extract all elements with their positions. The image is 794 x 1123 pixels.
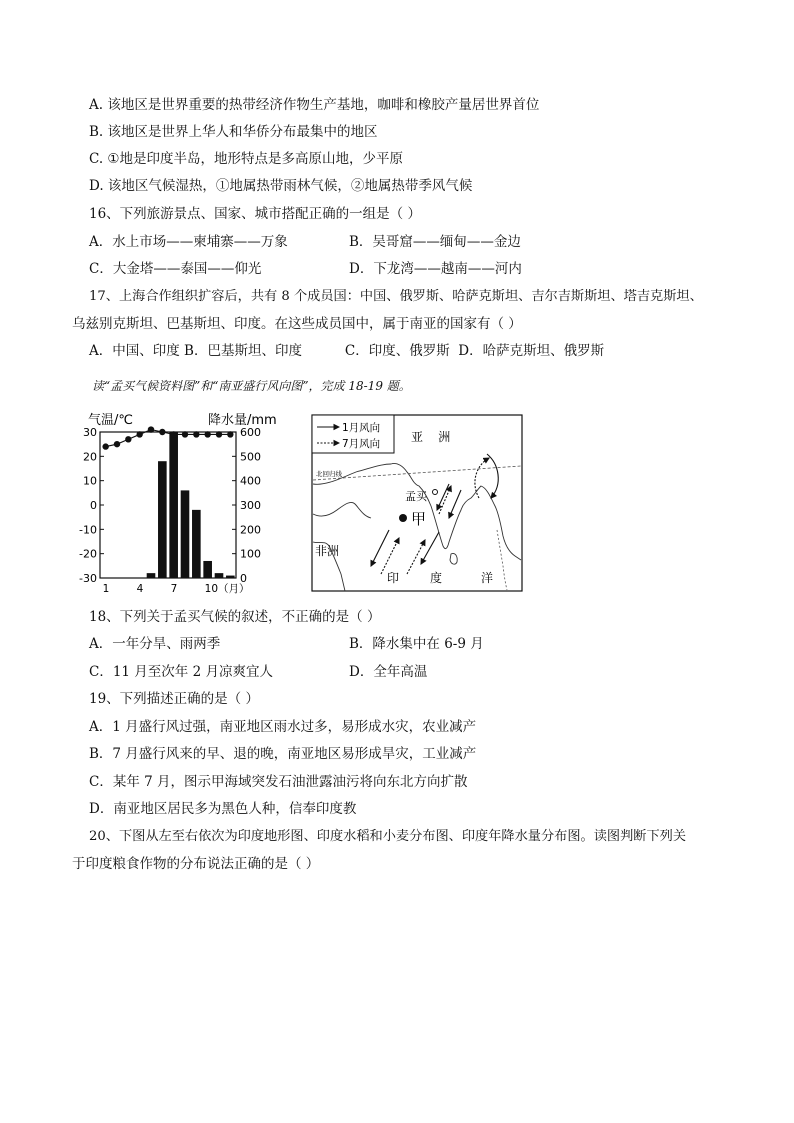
q16-option-c: C．大金塔——泰国——仰光 — [89, 261, 262, 277]
month-ticks — [103, 583, 250, 594]
q19-stem: 19、下列描述正确的是（ ） — [89, 691, 259, 707]
chart-frame — [100, 432, 236, 578]
month-tick-label: 10（月） — [204, 583, 250, 594]
south-asia-monsoon-map — [311, 414, 523, 592]
temperature-tick-label: 10 — [83, 474, 97, 488]
temperature-line — [102, 426, 233, 449]
temperature-point — [227, 431, 233, 437]
precipitation-bar — [147, 573, 156, 578]
precip-axis-label: 降水量/mm — [208, 413, 277, 428]
ocean-label-2: 度 — [430, 571, 443, 585]
prev-option-a: A. 该地区是世界重要的热带经济作物生产基地，咖啡和橡胶产量居世界首位 — [89, 97, 540, 113]
temperature-tick-label: 0 — [90, 499, 97, 512]
temperature-tick-label: -10 — [79, 523, 97, 537]
temperature-point — [148, 426, 154, 432]
plot-border — [100, 432, 236, 578]
temperature-tick-label: 30 — [83, 426, 97, 439]
prev-option-c: C. ①地是印度半岛，地形特点是多高原山地，少平原 — [89, 151, 404, 167]
q19-option-a: A．1 月盛行风过强，南亚地区雨水过多，易形成水灾，农业减产 — [89, 719, 477, 735]
temperature-point — [159, 429, 165, 435]
temperature-point — [136, 431, 142, 437]
figure-instruction: 读“孟买气候资料图”和“南亚盛行风向图”，完成 18-19 题。 — [92, 379, 411, 393]
precipitation-bar — [158, 461, 167, 578]
month-tick-label: 4 — [136, 583, 144, 594]
q19-option-c: C．某年 7 月，图示甲海域突发石油泄露油污将向东北方向扩散 — [89, 774, 468, 790]
q19-option-d: D．南亚地区居民多为黑色人种，信奉印度教 — [89, 801, 357, 817]
legend-jul-label: 7月风向 — [342, 438, 381, 450]
precipitation-tick-label: 0 — [240, 572, 247, 585]
q18-stem: 18、下列关于孟买气候的叙述，不正确的是（ ） — [89, 609, 381, 625]
q18-option-b: B．降水集中在 6-9 月 — [349, 636, 484, 652]
mumbai-label: 孟买 — [405, 490, 427, 503]
q17-options: A．中国、印度 B．巴基斯坦、印度 C．印度、俄罗斯 D．哈萨克斯坦、俄罗斯 — [89, 343, 605, 359]
temperature-tick-label: -20 — [79, 547, 97, 561]
mumbai-climate-chart — [70, 404, 280, 594]
ocean-label-3: 洋 — [481, 571, 494, 585]
precipitation-tick-label: 100 — [240, 547, 261, 561]
legend-jan-label: 1月风向 — [342, 422, 381, 434]
point-jia-label: 甲 — [411, 510, 427, 528]
q19-option-b: B．7 月盛行风来的早、退的晚，南亚地区易形成旱灾，工业减产 — [89, 746, 477, 762]
month-tick-label: 7 — [170, 583, 178, 594]
q20-stem-line2: 于印度粮食作物的分布说法正确的是（ ） — [72, 856, 320, 872]
temperature-point — [216, 431, 222, 437]
q16-option-d: D．下龙湾——越南——河内 — [349, 261, 522, 277]
temperature-tick-label: 20 — [83, 450, 97, 464]
africa-label: 非洲 — [315, 544, 340, 558]
precipitation-tick-label: 500 — [240, 450, 261, 464]
q17-stem-line1: 17、上海合作组织扩容后，共有 8 个成员国：中国、俄罗斯、哈萨克斯坦、吉尔吉斯斯坦、塔吉克斯坦、 — [89, 289, 703, 304]
q16-stem: 16、下列旅游景点、国家、城市搭配正确的一组是（ ） — [89, 206, 421, 222]
precipitation-bar — [181, 490, 190, 578]
q18-option-c: C．11 月至次年 2 月凉爽宜人 — [89, 664, 273, 680]
q17-stem-line2: 乌兹别克斯坦、巴基斯坦、印度。在这些成员国中，属于南亚的国家有（ ） — [72, 316, 522, 332]
q18-option-d: D．全年高温 — [349, 664, 428, 680]
mumbai-marker — [433, 490, 438, 495]
q18-option-a: A．一年分旱、雨两季 — [89, 636, 221, 652]
ocean-label-1: 印 — [387, 571, 400, 585]
precipitation-bar — [203, 561, 212, 578]
q20-stem-line1: 20、下图从左至右依次为印度地形图、印度水稻和小麦分布图、印度年降水量分布图。读图判断下列关 — [89, 829, 687, 844]
temperature-point — [182, 431, 188, 437]
precipitation-bar — [215, 573, 224, 578]
asia-label: 亚 洲 — [411, 430, 451, 444]
prev-option-b: B. 该地区是世界上华人和华侨分布最集中的地区 — [89, 124, 378, 140]
temperature-point — [114, 441, 120, 447]
temperature-tick-label: -30 — [79, 572, 97, 585]
temperature-point — [204, 431, 210, 437]
prev-option-d: D. 该地区气候湿热，①地属热带雨林气候，②地属热带季风气候 — [89, 178, 473, 194]
point-jia-marker — [399, 514, 407, 522]
temperature-point — [102, 443, 108, 449]
precipitation-tick-label: 600 — [240, 426, 261, 439]
precipitation-tick-label: 300 — [240, 499, 261, 512]
temperature-point — [193, 431, 199, 437]
temp-axis-label: 气温/℃ — [88, 413, 133, 428]
q16-option-a: A．水上市场——柬埔寨——万象 — [89, 234, 288, 250]
precipitation-bars — [147, 432, 235, 578]
precipitation-bar — [192, 510, 201, 578]
month-tick-label: 1 — [102, 583, 110, 594]
q16-option-b: B．吴哥窟——缅甸——金边 — [349, 234, 521, 250]
precipitation-tick-label: 400 — [240, 474, 261, 488]
precipitation-bar — [226, 576, 235, 578]
tropic-label: 北回归线 — [316, 470, 342, 478]
precipitation-tick-label: 200 — [240, 523, 261, 537]
temperature-point — [125, 436, 131, 442]
temperature-point — [170, 431, 176, 437]
precipitation-bar — [169, 432, 178, 578]
